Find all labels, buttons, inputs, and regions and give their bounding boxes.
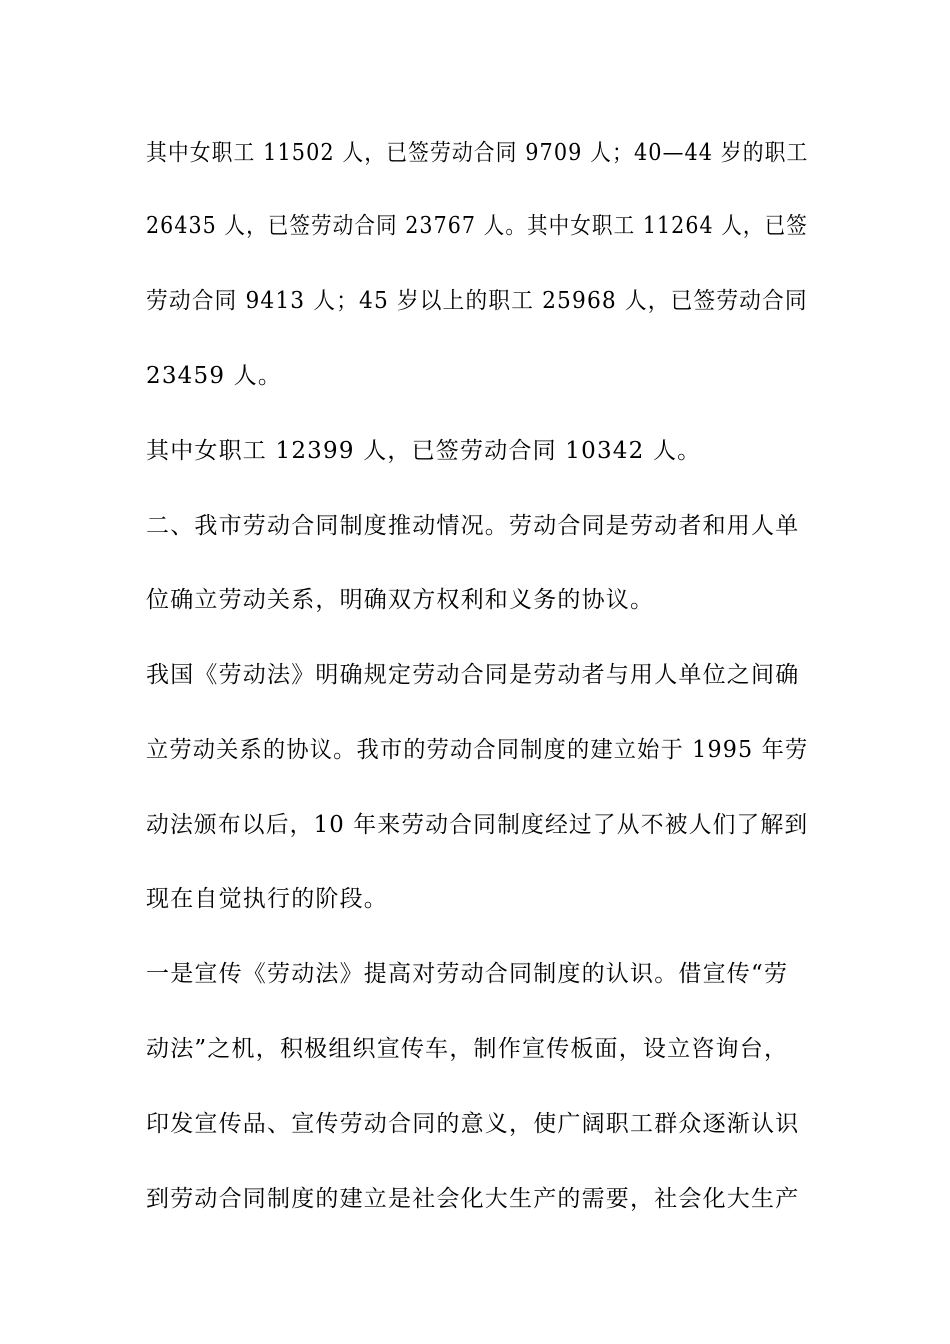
text-line-9: 立劳动关系的协议。我市的劳动合同制度的建立始于 1995 年劳 <box>146 737 809 763</box>
text-line-7: 位确立劳动关系，明确双方权利和义务的协议。 <box>146 587 655 613</box>
text-line-14: 印发宣传品、宣传劳动合同的意义，使广阔职工群众逐渐认识 <box>146 1111 800 1137</box>
text-line-6: 二、我市劳动合同制度推动情况。劳动合同是劳动者和用人单 <box>146 513 800 539</box>
text-line-15: 到劳动合同制度的建立是社会化大生产的需要，社会化大生产 <box>146 1186 800 1212</box>
text-line-11: 现在自觉执行的阶段。 <box>146 886 388 912</box>
text-line-12: 一是宣传《劳动法》提高对劳动合同制度的认识。借宣传“劳 <box>146 961 789 987</box>
text-line-10: 动法颁布以后，10 年来劳动合同制度经过了从不被人们了解到 <box>146 812 809 838</box>
text-line-13: 动法”之机，积极组织宣传车，制作宣传板面，设立咨询台， <box>146 1036 789 1062</box>
text-line-8: 我国《劳动法》明确规定劳动合同是劳动者与用人单位之间确 <box>146 662 800 688</box>
text-line-5: 其中女职工 12399 人，已签劳动合同 10342 人。 <box>146 438 702 464</box>
text-line-4: 23459 人。 <box>146 363 283 389</box>
text-line-3: 劳动合同 9413 人；45 岁以上的职工 25968 人，已签劳动合同 <box>146 288 808 314</box>
text-line-1: 其中女职工 11502 人，已签劳动合同 9709 人；40—44 岁的职工 <box>146 140 809 166</box>
text-line-2: 26435 人，已签劳动合同 23767 人。其中女职工 11264 人，已签 <box>146 213 808 239</box>
